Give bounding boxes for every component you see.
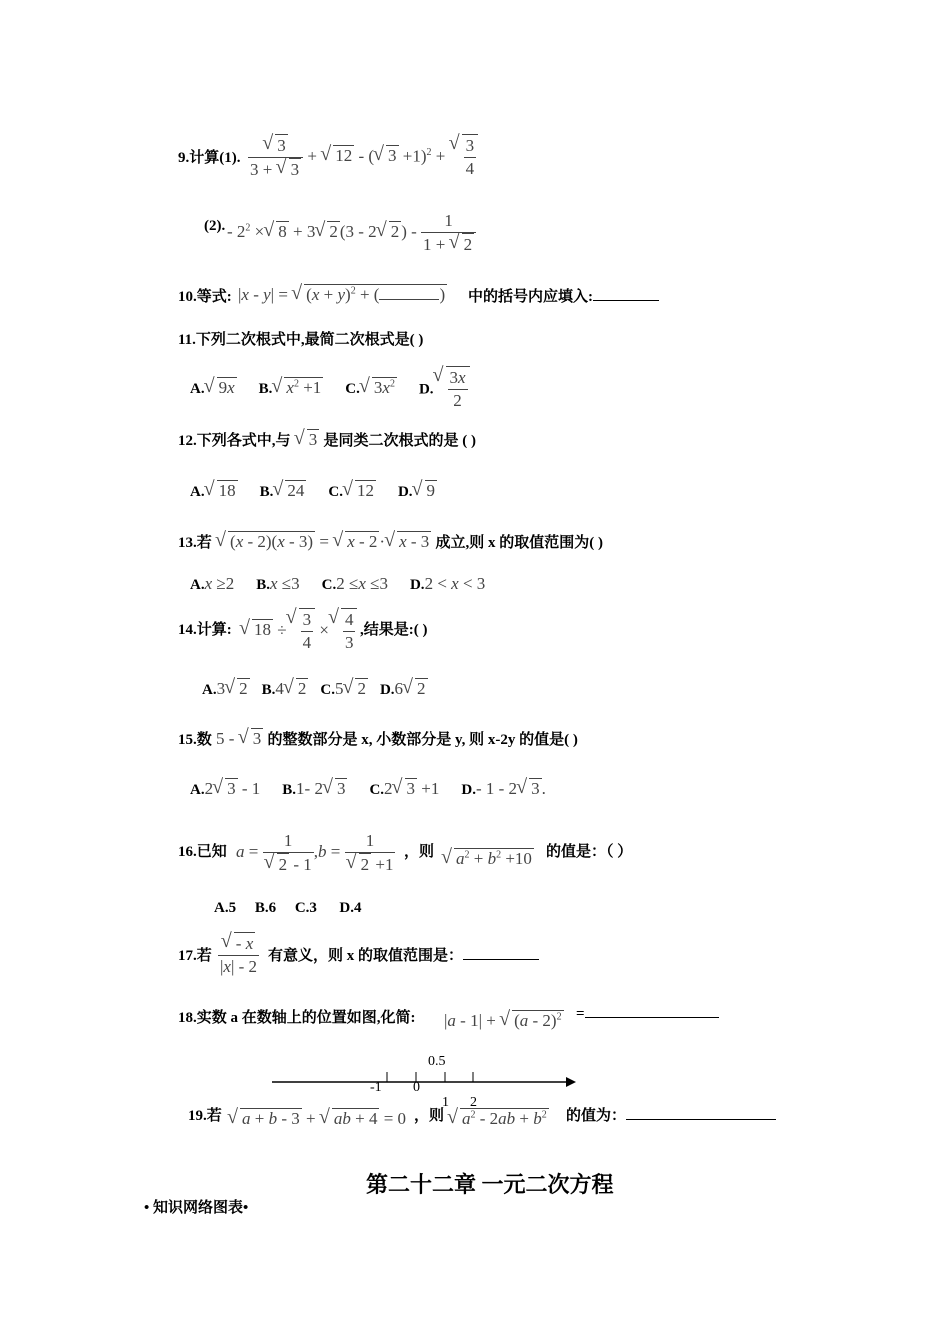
q15-options: A.2√ 3 - 1 B.1- 2√ 3 C.2√ 3 +1 D.- 1 - 2√ 3 . [190,778,564,799]
q13-label: 13.若 √ (x - 2)(x - 3) = √ x - 2 ·√ x - 3 成立,则 x 的取值范围为( ) [178,531,603,552]
q12-label: 12.下列各式中,与 √ 3 是同类二次根式的是 ( ) [178,429,476,450]
q16-label: 16.已知 [178,844,227,860]
q16-choices: A.5 B.6 C.3 D.4 [214,900,362,916]
q17-expression: √ $\frac{- x}{|x| - 2}$ [218,932,259,978]
number-line-arrow [566,1077,576,1087]
q15-label: 15.数 5 - √ 3 的整数部分是 x, 小数部分是 y, 则 x-2y 的值是( ) [178,728,578,749]
tick-label-0: 0 [413,1080,420,1095]
q9-sub-label: (2). [204,218,226,234]
q13-options: A.x ≥2 B.x ≤3 C.2 ≤x ≤3 D.2 < x < 3 [190,574,486,593]
q9-label: 9.计算(1). [178,150,241,166]
bullet-icon: • [243,1200,249,1216]
bullet-icon: • [144,1200,150,1216]
q14-suffix: ,结果是:( ) [360,622,428,638]
q9-expression-2: - $2^2$ ×√ 8 + 3√ 2 (3 - 2√ 2 ) - $\frac{1}{1 + √ 2}$ [227,210,476,256]
q19-expression: √ $a^2 - 2ab + b^2$ [448,1108,549,1129]
tick-label-0-5: 0.5 [428,1054,446,1069]
q14-expression: √ 18 ÷ √ $\frac{3}{4}$ × √ $\frac{4}{3}$ [240,608,357,654]
q19-mid: ，则 [414,1108,445,1124]
q16-mid: ，则 [404,844,435,860]
q10-answer-blank[interactable] [593,300,659,301]
q18-expression: |a - 1| + √ (a - 2)$^2$ [444,1010,564,1031]
q19-label: 19.若 [188,1108,222,1124]
q14-label: 14.计算: [178,622,232,638]
q16-expression: √ $a^2 + b^2 +10$ [442,848,534,869]
q19-suffix: 的值为： [566,1104,776,1125]
q10-suffix: 中的括号内应填入: [468,285,659,306]
tick-label-minus-1: -1 [370,1080,382,1095]
q10-label: 10.等式: [178,289,232,305]
q14-options: A.3√ 2 B.4√ 2 C.5√ 2 D.6√ 2 [202,678,446,699]
q17-suffix: 有意义，则 x 的取值范围是： [268,944,539,965]
number-line [260,1046,590,1110]
tick-label-2: 2 [470,1095,477,1110]
q17-label: 17.若 [178,948,212,964]
q11-options: A.√ 9x B.√ $x^2 +1$ C.√ $3x^2$ D. √ $\frac{3x}{2}$ [190,366,488,412]
q12-options: A.√ 18 B.√ 24 C.√ 12 D.√ 9 [190,480,455,501]
q10-expression: |x - y| = √ $(x + y)^2$ + ( ) [238,284,447,305]
q19-condition: √ a + b - 3 + √ ab + 4 = 0 [228,1108,406,1129]
tick-label-1: 1 [442,1095,449,1110]
section-title-row [144,1196,248,1217]
q19-answer-blank[interactable] [626,1119,776,1120]
q18-answer-blank[interactable] [585,1017,719,1018]
q17-answer-blank[interactable] [463,959,539,960]
q16-suffix: 的值是：（ ） [546,844,633,860]
q9-expression-1: √ $\frac{3}{3 + √ 3}$ + √ 12 - (√ 3 +1)$^2$ + √ $\frac{3}{4}$ [248,134,478,181]
chapter-title: 第二十二章 一元二次方程 [366,1172,614,1197]
q18-label: 18.实数 a 在数轴上的位置如图,化简: [178,1010,416,1026]
q16-definitions: a = 1 √ 2 - 1 ,b = 1 √ 2 +1 [236,830,395,876]
q11-label: 11.下列二次根式中,最简二次根式是( ) [178,332,424,348]
section-title: 知识网络图表 [153,1200,244,1216]
q18-equals: = [576,1006,719,1023]
